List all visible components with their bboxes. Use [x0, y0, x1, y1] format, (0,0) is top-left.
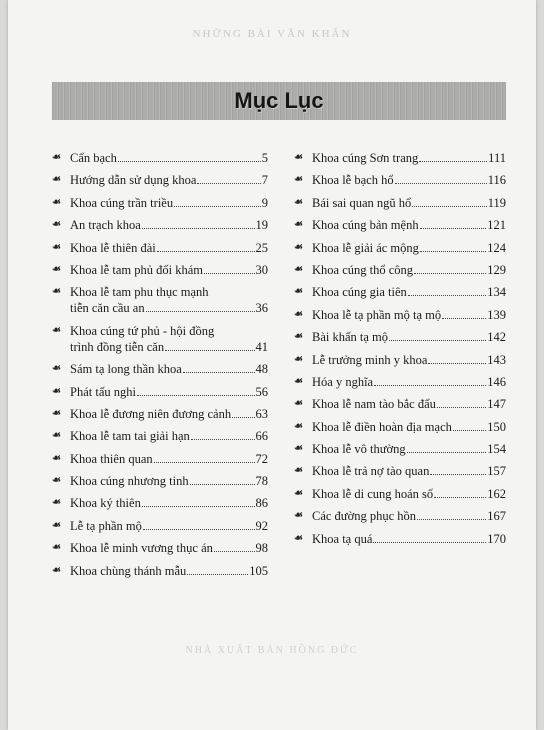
fleuron-bullet-icon: ☙: [294, 353, 303, 365]
dot-leader: [374, 384, 486, 386]
dot-leader: [204, 272, 255, 274]
toc-entry[interactable]: [52, 361, 268, 377]
dot-leader: [187, 573, 248, 575]
toc-entry[interactable]: [294, 352, 506, 368]
fleuron-bullet-icon: ☙: [294, 219, 303, 231]
dot-leader: [428, 362, 486, 364]
fleuron-bullet-icon: ☙: [52, 542, 61, 554]
toc-entry[interactable]: [52, 384, 268, 400]
dot-leader: [414, 272, 486, 274]
toc-page-number: 167: [487, 509, 506, 524]
toc-page-number: 147: [487, 397, 506, 412]
toc-page-number: 116: [487, 173, 506, 188]
toc-entry-title: Khoa cúng Sơn trang: [312, 151, 419, 165]
toc-left-column: [52, 150, 268, 585]
toc-entry-title: Phát tấu nghi: [70, 384, 136, 399]
fleuron-bullet-icon: ☙: [294, 308, 303, 320]
toc-page-number: 63: [255, 406, 268, 421]
fleuron-bullet-icon: ☙: [294, 510, 303, 522]
toc-page-number: 72: [255, 451, 268, 466]
dot-leader: [142, 505, 255, 507]
fleuron-bullet-icon: ☙: [294, 375, 303, 387]
toc-entry-title: Khoa lễ thiên đài: [70, 240, 156, 255]
fleuron-bullet-icon: ☙: [294, 443, 303, 455]
toc-entry-title: Hướng dẫn sử dụng khoa: [70, 173, 197, 188]
toc-entry-title: Khoa cúng gia tiên: [312, 285, 407, 300]
toc-entry-title: Khoa tạ quá: [312, 531, 373, 546]
toc-entry-title: An trạch khoa: [70, 218, 141, 233]
running-head: NHỮNG BÀI VĂN KHẤN: [192, 28, 352, 40]
toc-entry-title: Bài khấn tạ mộ: [312, 330, 389, 345]
fleuron-bullet-icon: ☙: [52, 241, 61, 253]
fleuron-bullet-icon: ☙: [294, 152, 303, 163]
toc-entry-title: Khoa chùng thánh mẫu: [70, 563, 187, 578]
toc-page-number: 134: [487, 285, 506, 300]
toc-page-number: 142: [487, 330, 506, 345]
toc-entry[interactable]: [294, 150, 506, 166]
dot-leader: [232, 416, 254, 418]
toc-entry-title: Bái sai quan ngũ hổ: [312, 195, 412, 210]
toc-entry-title: Khoa lễ nam tào bắc đẩu: [312, 397, 436, 412]
toc-page-number: 36: [255, 301, 268, 316]
toc-entry[interactable]: [294, 262, 506, 278]
toc-entry[interactable]: [52, 518, 268, 534]
toc-page-number: 162: [487, 486, 506, 501]
toc-entry-title: Hóa y nghĩa: [312, 374, 374, 389]
toc-page-number: 146: [487, 374, 506, 389]
toc-entry[interactable]: [52, 451, 268, 467]
dot-leader: [420, 250, 486, 252]
toc-entry[interactable]: [294, 240, 506, 256]
toc-entry[interactable]: [52, 563, 268, 579]
dot-leader: [191, 438, 255, 440]
dot-leader: [165, 349, 254, 351]
book-page: [8, 0, 536, 730]
toc-entry[interactable]: [294, 396, 506, 412]
toc-page-number: 9: [261, 195, 268, 210]
fleuron-bullet-icon: ☙: [52, 219, 61, 231]
fleuron-bullet-icon: ☙: [294, 241, 303, 253]
toc-entry[interactable]: [52, 406, 268, 422]
toc-entry[interactable]: [52, 323, 268, 355]
fleuron-bullet-icon: ☙: [52, 324, 61, 336]
toc-entry[interactable]: [52, 172, 268, 188]
fleuron-bullet-icon: ☙: [52, 564, 61, 576]
toc-entry[interactable]: [294, 374, 506, 390]
toc-page-number: 157: [487, 464, 506, 479]
toc-entry[interactable]: [294, 419, 506, 435]
fleuron-bullet-icon: ☙: [52, 174, 61, 186]
fleuron-bullet-icon: ☙: [294, 465, 303, 477]
toc-entry-title: Khoa lễ tam tai giải hạn: [70, 429, 190, 444]
toc-entry-title: Khoa lễ di cung hoán số: [312, 486, 434, 501]
page-title: Mục Lục: [234, 88, 324, 113]
toc-entry[interactable]: [294, 307, 506, 323]
toc-entry-title-line: Khoa cúng tứ phủ - hội đồng: [70, 323, 215, 338]
toc-entry[interactable]: [294, 195, 506, 211]
toc-entry-title-line: Khoa lễ tam phu thục mạnh: [70, 285, 209, 300]
dot-leader: [214, 550, 255, 552]
toc-page-number: 129: [487, 262, 506, 277]
fleuron-bullet-icon: ☙: [294, 398, 303, 410]
fleuron-bullet-icon: ☙: [52, 286, 61, 298]
fleuron-bullet-icon: ☙: [294, 532, 303, 544]
fleuron-bullet-icon: ☙: [52, 452, 61, 464]
toc-entry-title: Lễ trưởng minh y khoa: [312, 352, 428, 367]
toc-entry[interactable]: [294, 284, 506, 300]
fleuron-bullet-icon: ☙: [294, 487, 303, 499]
toc-page-number: 78: [255, 474, 268, 489]
toc-page-number: 30: [255, 262, 268, 277]
faded-footer-text: NHÀ XUẤT BẢN HỒNG ĐỨC: [185, 645, 359, 656]
fleuron-bullet-icon: ☙: [294, 174, 303, 186]
fleuron-bullet-icon: ☙: [52, 196, 61, 208]
toc-entry[interactable]: [52, 428, 268, 444]
toc-entry-title: Khoa thiên quan: [70, 451, 153, 466]
toc-entry-title: Khoa cúng trần triều: [70, 195, 174, 210]
dot-leader: [137, 394, 255, 396]
toc-page-number: 98: [255, 541, 268, 556]
dot-leader: [190, 483, 255, 485]
toc-entry[interactable]: [294, 531, 506, 547]
toc-entry[interactable]: [52, 540, 268, 556]
fleuron-bullet-icon: ☙: [52, 519, 61, 531]
dot-leader: [118, 160, 261, 162]
fleuron-bullet-icon: ☙: [294, 331, 303, 343]
toc-page-number: 105: [249, 563, 268, 578]
dot-leader: [453, 429, 486, 431]
dot-leader: [157, 250, 255, 252]
toc-entry[interactable]: [52, 284, 268, 316]
toc-entry-title: tiễn căn cầu an: [70, 301, 145, 316]
toc-entry-title: Khoa ký thiên: [70, 496, 141, 511]
dot-leader: [142, 227, 255, 229]
toc-entry-title: Khoa lễ minh vương thục án: [70, 541, 213, 556]
fleuron-bullet-icon: ☙: [294, 196, 303, 208]
toc-page-number: 111: [488, 151, 506, 165]
fleuron-bullet-icon: ☙: [294, 263, 303, 275]
dot-leader: [408, 294, 486, 296]
toc-entry-title: Cẩn bạch: [70, 151, 117, 165]
dot-leader: [373, 541, 486, 543]
toc-entry[interactable]: [52, 195, 268, 211]
dot-leader: [420, 227, 487, 229]
toc-entry[interactable]: [52, 473, 268, 489]
toc-entry[interactable]: [294, 463, 506, 479]
dot-leader: [174, 205, 261, 207]
toc-entry-title: Khoa lễ tam phủ đối khám: [70, 262, 203, 277]
toc-entry[interactable]: [52, 262, 268, 278]
toc-page-number: 19: [255, 218, 268, 233]
dot-leader: [434, 496, 486, 498]
dot-leader: [146, 310, 255, 312]
toc-page-number: 139: [487, 307, 506, 322]
toc-entry-title: Khoa cúng thổ công: [312, 262, 414, 277]
toc-entry-title: Khoa lễ tạ phần mộ tạ mộ: [312, 307, 442, 322]
toc-right-column: [294, 150, 506, 585]
toc-page-number: 86: [255, 496, 268, 511]
dot-leader: [442, 317, 486, 319]
toc-entry-title: Khoa lễ bạch hổ: [312, 173, 394, 188]
dot-leader: [389, 339, 486, 341]
toc-page-number: 25: [255, 240, 268, 255]
dot-leader: [437, 406, 486, 408]
toc-page-number: 124: [487, 240, 506, 255]
toc-entry[interactable]: [294, 217, 506, 233]
dot-leader: [412, 205, 486, 207]
toc-page-number: 150: [487, 419, 506, 434]
toc-page-number: 7: [261, 173, 268, 188]
fleuron-bullet-icon: ☙: [52, 497, 61, 509]
dot-leader: [407, 451, 487, 453]
toc-page-number: 66: [255, 429, 268, 444]
fleuron-bullet-icon: ☙: [52, 363, 61, 375]
title-band: [52, 82, 506, 120]
toc-entry[interactable]: [294, 172, 506, 188]
toc-entry-title: Khoa cúng nhương tinh: [70, 474, 189, 489]
toc-entry[interactable]: [294, 508, 506, 524]
toc-page-number: 143: [487, 352, 506, 367]
toc-entry-title: Khoa lễ vô thường: [312, 442, 406, 457]
fleuron-bullet-icon: ☙: [52, 430, 61, 442]
toc-entry[interactable]: [294, 329, 506, 345]
dot-leader: [395, 182, 487, 184]
fleuron-bullet-icon: ☙: [52, 263, 61, 275]
toc-entry-title: Sám tạ long thần khoa: [70, 362, 182, 377]
fleuron-bullet-icon: ☙: [52, 385, 61, 397]
toc-entry-title: Khoa lễ trả nợ tào quan: [312, 464, 430, 479]
toc-page-number: 170: [487, 531, 506, 546]
toc-entry[interactable]: [52, 150, 268, 166]
toc-entry[interactable]: [294, 486, 506, 502]
toc-page-number: 154: [487, 442, 506, 457]
toc-entry-title: Khoa lễ đương niên đương cảnh: [70, 406, 232, 421]
dot-leader: [197, 182, 260, 184]
toc-entry-title: Các đường phục hồn: [312, 509, 416, 524]
toc-entry-title: trình đồng tiễn căn: [70, 339, 165, 354]
toc-entry[interactable]: [52, 495, 268, 511]
toc-entry-title: Lễ tạ phần mộ: [70, 518, 142, 533]
dot-leader: [430, 473, 486, 475]
dot-leader: [143, 528, 255, 530]
toc-entry-title: Khoa lễ giải ác mộng: [312, 240, 419, 255]
toc-entry[interactable]: [52, 217, 268, 233]
dot-leader: [183, 371, 255, 373]
fleuron-bullet-icon: ☙: [52, 475, 61, 487]
toc-page-number: 48: [255, 362, 268, 377]
dot-leader: [417, 518, 486, 520]
toc-entry[interactable]: [52, 240, 268, 256]
fleuron-bullet-icon: ☙: [294, 420, 303, 432]
fleuron-bullet-icon: ☙: [52, 152, 61, 163]
dot-leader: [419, 160, 487, 162]
toc-page-number: 92: [255, 518, 268, 533]
toc-page-number: 5: [261, 151, 268, 165]
toc-page-number: 56: [255, 384, 268, 399]
fleuron-bullet-icon: ☙: [52, 407, 61, 419]
toc-page-number: 119: [487, 195, 506, 210]
table-of-contents: [52, 150, 506, 585]
fleuron-bullet-icon: ☙: [294, 286, 303, 298]
toc-entry-title: Khoa cúng bản mệnh: [312, 218, 419, 233]
toc-entry-title: Khoa lễ điền hoàn địa mạch: [312, 419, 452, 434]
toc-entry[interactable]: [294, 441, 506, 457]
toc-page-number: 121: [487, 218, 506, 233]
dot-leader: [154, 461, 255, 463]
toc-page-number: 41: [255, 339, 268, 354]
